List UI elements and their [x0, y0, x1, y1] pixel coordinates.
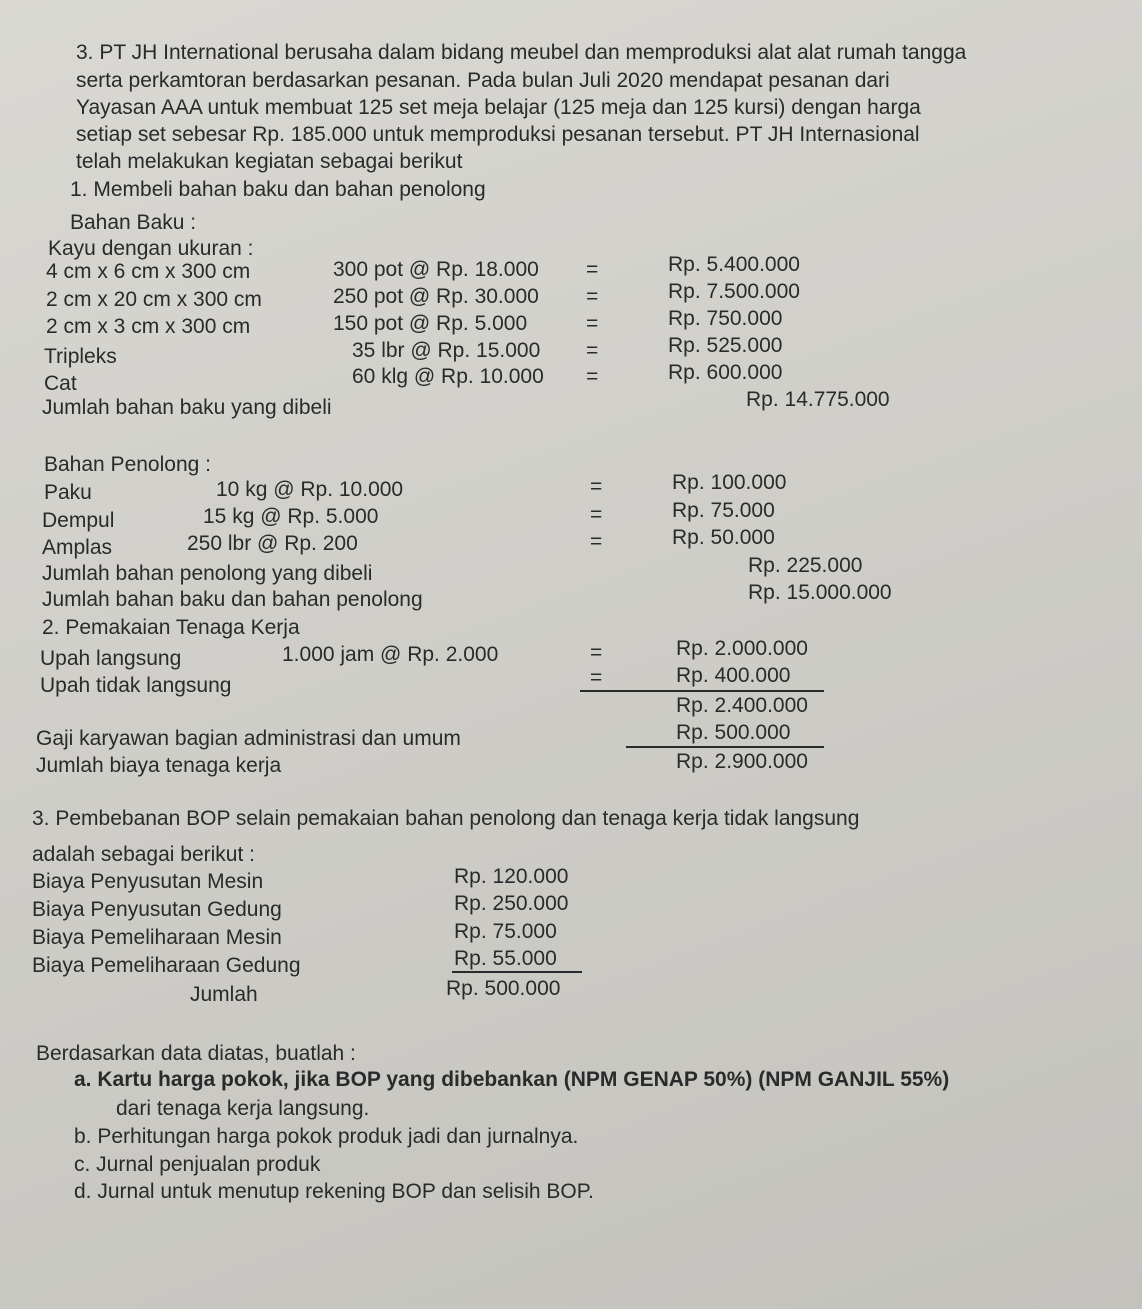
bahan-penolong-total: Rp. 75.000 [672, 499, 775, 522]
bahan-baku-total: Rp. 750.000 [668, 307, 783, 330]
upah-langsung-qty: 1.000 jam @ Rp. 2.000 [282, 643, 499, 666]
bahan-baku-total: Rp. 5.400.000 [668, 253, 800, 276]
bahan-penolong-label: Bahan Penolong : [44, 453, 211, 476]
task-d: d. Jurnal untuk menutup rekening BOP dan selisih BOP. [74, 1180, 594, 1203]
sum-underline [626, 746, 824, 748]
task-a-line-1: a. Kartu harga pokok, jika BOP yang dibebankan (NPM GENAP 50%) (NPM GANJIL 55%) [74, 1068, 950, 1091]
section1-title: 1. Membeli bahan baku dan bahan penolong [70, 178, 486, 201]
gaji-value: Rp. 500.000 [676, 721, 791, 744]
equals-sign: = [590, 530, 603, 553]
bahan-baku-qty: 300 pot @ Rp. 18.000 [333, 258, 539, 281]
upah-tidak-langsung-label: Upah tidak langsung [40, 674, 232, 697]
bop-value: Rp. 250.000 [454, 892, 569, 915]
bop-value: Rp. 120.000 [454, 865, 569, 888]
tasks-intro: Berdasarkan data diatas, buatlah : [36, 1042, 356, 1065]
bop-jumlah-value: Rp. 500.000 [446, 977, 561, 1000]
equals-sign: = [586, 365, 599, 388]
bahan-baku-label: Bahan Baku : [70, 211, 197, 234]
jumlah-bahan-baku-label: Jumlah bahan baku yang dibeli [42, 396, 332, 419]
bop-value: Rp. 55.000 [454, 947, 557, 970]
bahan-baku-item: 2 cm x 3 cm x 300 cm [46, 315, 251, 338]
bop-jumlah-label: Jumlah [190, 983, 258, 1006]
equals-sign: = [586, 258, 599, 281]
bahan-penolong-qty: 10 kg @ Rp. 10.000 [216, 478, 404, 501]
bahan-penolong-item: Dempul [42, 509, 115, 532]
bop-item: Biaya Pemeliharaan Mesin [32, 926, 282, 949]
bahan-baku-item: 4 cm x 6 cm x 300 cm [46, 260, 251, 283]
gaji-label: Gaji karyawan bagian administrasi dan umum [36, 727, 461, 750]
bahan-baku-item: Tripleks [44, 345, 117, 368]
bop-item: Biaya Penyusutan Gedung [32, 898, 282, 921]
bahan-baku-total: Rp. 7.500.000 [668, 280, 800, 303]
bahan-baku-total: Rp. 600.000 [668, 361, 783, 384]
equals-sign: = [586, 312, 599, 335]
jumlah-tenaga-kerja-label: Jumlah biaya tenaga kerja [36, 754, 282, 777]
bahan-baku-qty: 60 klg @ Rp. 10.000 [352, 365, 544, 388]
task-c: c. Jurnal penjualan produk [74, 1153, 321, 1176]
jumlah-tenaga-kerja-value: Rp. 2.900.000 [676, 750, 808, 773]
equals-sign: = [590, 641, 603, 664]
task-b: b. Perhitungan harga pokok produk jadi dan jurnalnya. [74, 1125, 579, 1148]
sum-underline [452, 971, 582, 973]
bahan-baku-item: Cat [44, 372, 77, 395]
upah-langsung-value: Rp. 2.000.000 [676, 637, 808, 660]
sum-underline [580, 690, 824, 692]
tenaga-kerja-subtotal: Rp. 2.400.000 [676, 694, 808, 717]
intro-line-1: 3. PT JH International berusaha dalam bidang meubel dan memproduksi alat alat rumah tangga [76, 41, 967, 64]
bahan-baku-item: 2 cm x 20 cm x 300 cm [46, 288, 262, 311]
bahan-penolong-item: Amplas [42, 536, 113, 559]
bahan-penolong-total: Rp. 50.000 [672, 526, 775, 549]
bahan-penolong-total: Rp. 100.000 [672, 471, 787, 494]
bahan-baku-total: Rp. 525.000 [668, 334, 783, 357]
bahan-penolong-item: Paku [44, 481, 92, 504]
jumlah-penolong-value: Rp. 225.000 [748, 554, 863, 577]
equals-sign: = [590, 666, 603, 689]
bahan-baku-qty: 35 lbr @ Rp. 15.000 [352, 339, 541, 362]
task-a-line-2: dari tenaga kerja langsung. [116, 1097, 370, 1120]
equals-sign: = [586, 339, 599, 362]
section2-title: 2. Pemakaian Tenaga Kerja [42, 616, 300, 639]
jumlah-total-label: Jumlah bahan baku dan bahan penolong [42, 588, 423, 611]
kayu-label: Kayu dengan ukuran : [48, 237, 254, 260]
bahan-penolong-qty: 15 kg @ Rp. 5.000 [203, 505, 379, 528]
equals-sign: = [590, 503, 603, 526]
bop-value: Rp. 75.000 [454, 920, 557, 943]
equals-sign: = [590, 475, 603, 498]
equals-sign: = [586, 285, 599, 308]
intro-line-3: Yayasan AAA untuk membuat 125 set meja belajar (125 meja dan 125 kursi) dengan harga [76, 96, 921, 119]
intro-line-2: serta perkamtoran berdasarkan pesanan. Pada bulan Juli 2020 mendapat pesanan dari [76, 69, 890, 92]
bahan-penolong-qty: 250 lbr @ Rp. 200 [187, 532, 358, 555]
bop-item: Biaya Pemeliharaan Gedung [32, 954, 301, 977]
jumlah-bahan-baku-value: Rp. 14.775.000 [746, 388, 890, 411]
intro-line-5: telah melakukan kegiatan sebagai berikut [76, 150, 463, 173]
bop-item: Biaya Penyusutan Mesin [32, 870, 264, 893]
upah-tidak-langsung-value: Rp. 400.000 [676, 664, 791, 687]
upah-langsung-label: Upah langsung [40, 647, 182, 670]
section3-line-2: adalah sebagai berikut : [32, 843, 255, 866]
jumlah-penolong-label: Jumlah bahan penolong yang dibeli [42, 562, 373, 585]
bahan-baku-qty: 250 pot @ Rp. 30.000 [333, 285, 539, 308]
section3-line-1: 3. Pembebanan BOP selain pemakaian bahan penolong dan tenaga kerja tidak langsung [32, 807, 860, 830]
intro-line-4: setiap set sebesar Rp. 185.000 untuk memproduksi pesanan tersebut. PT JH Internasional [76, 123, 920, 146]
bahan-baku-qty: 150 pot @ Rp. 5.000 [333, 312, 528, 335]
jumlah-total-value: Rp. 15.000.000 [748, 581, 892, 604]
